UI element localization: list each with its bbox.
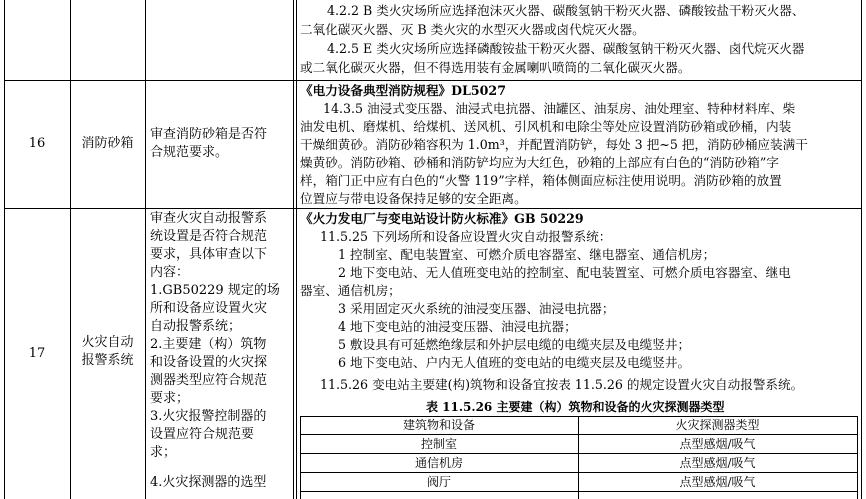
row17-check-line-3: 要求，具体审查以下 — [150, 247, 268, 262]
col-divider-2 — [145, 0, 146, 499]
row17-number: 17 — [28, 346, 46, 361]
row16-number: 16 — [28, 136, 46, 151]
row17-check-line-14: 求； — [150, 445, 177, 460]
row17-line-4: 器室、通信机房； — [300, 283, 401, 298]
row17-check-line-13: 设置应符合规范要 — [150, 427, 255, 442]
table-border-right — [861, 0, 862, 499]
col-divider-3 — [293, 0, 294, 499]
row-divider-16 — [4, 208, 862, 209]
detector-row-3-building: 阀厅 — [426, 475, 451, 489]
detector-row-1-type: 点型感烟/吸气 — [679, 437, 756, 451]
detector-row-3-type: 点型感烟/吸气 — [679, 475, 756, 489]
prev-line-4: 或二氧化碳灭火器，但不得选用装有金属喇叭喷筒的二氧化碳灭火器。 — [300, 60, 691, 75]
detector-row-2-building: 通信机房 — [414, 456, 463, 470]
row17-line-8: 6 地下变电站、户内无人值班的变电站的电缆夹层及电缆竖井。 — [338, 355, 691, 370]
row17-check-line-9: 和设备设置的火灾探 — [150, 355, 268, 370]
row17-check-line-7: 自动报警系统； — [150, 319, 242, 334]
row17-check-line-10: 测器类型应符合规范 — [150, 373, 268, 388]
row17-check-line-8: 2.主要建（构）筑物 — [150, 337, 267, 352]
row17-check-line-6: 所和设备应设置火灾 — [150, 301, 268, 316]
detector-row-2-type: 点型感烟/吸气 — [679, 456, 756, 470]
row16-line-6: 位置应与带电设备保持足够的安全距离。 — [300, 191, 527, 206]
row17-line-3: 2 地下变电站、无人值班变电站的控制室、配电装置室、可燃介质电容器室、继电 — [338, 265, 791, 280]
row17-line-7: 5 敷设具有可延燃绝缘层和外护层电缆的电缆夹层及电缆竖井； — [338, 337, 691, 352]
detector-header-type: 火灾探测器类型 — [675, 418, 760, 432]
row17-line-6: 4 地下变电站的油浸变压器、油浸电抗器； — [338, 319, 577, 334]
row16-line-5: 样，箱门正中应有白色的“火警 119”字样，箱体侧面应标注使用说明。消防砂箱的放置 — [300, 173, 782, 188]
col-divider-3b — [296, 0, 297, 499]
prev-line-3: 4.2.5 E 类火灾场所应选择磷酸铵盐干粉灭火器、碳酸氢钠干粉灭火器、卤代烷灭火器 — [327, 41, 805, 56]
row17-item-line-2: 报警系统 — [81, 353, 134, 368]
row16-item: 消防砂箱 — [81, 136, 134, 151]
row16-standard-title: 《电力设备典型消防规程》DL5027 — [300, 83, 506, 98]
row17-check-line-4: 内容： — [150, 265, 190, 280]
inner-table-row-4 — [300, 491, 858, 492]
row17-check-line-5: 1.GB50229 规定的场 — [150, 283, 280, 298]
row16-check-line-1: 审查消防砂箱是否符 — [150, 127, 268, 142]
row17-line-1: 11.5.25 下列场所和设备应设置火灾自动报警系统： — [320, 229, 612, 244]
row16-line-2: 油发电机、磨煤机、给煤机、送风机、引风机和电除尘等处应设置消防砂箱或砂桶，内装 — [300, 119, 792, 134]
row16-line-4: 燥黄砂。消防砂箱、砂桶和消防铲均应为大红色，砂箱的上部应有白色的“消防砂箱”字 — [300, 155, 779, 170]
inner-table-row-3 — [300, 472, 858, 473]
row16-check-line-2: 合规范要求。 — [150, 145, 229, 160]
inner-table-row-1 — [300, 434, 858, 435]
detector-row-1-building: 控制室 — [420, 437, 457, 451]
row17-check-line-1: 审查火灾自动报警系 — [150, 211, 268, 226]
table-border-left — [4, 0, 5, 499]
row17-check-line-15: 4.火灾探测器的选型 — [150, 475, 267, 490]
row17-line-5: 3 采用固定灭火系统的油浸变压器、油浸电抗器； — [338, 301, 615, 316]
inner-table-right — [857, 416, 858, 499]
row17-check-line-2: 统设置是否符合规范 — [150, 229, 268, 244]
col-divider-1 — [70, 0, 71, 499]
prev-line-2: 二氧化碳灭火器、灭 B 类火灾的水型灭火器或卤代烷灭火器。 — [300, 22, 645, 37]
row-divider-prev — [4, 80, 862, 81]
row17-standard-title: 《火力发电厂与变电站设计防火标准》GB 50229 — [300, 211, 584, 226]
row16-line-3: 干燥细黄砂。消防砂箱容积为 1.0m³，并配置消防铲，每处 3 把~5 把，消防砂桶应装满干 — [300, 137, 808, 152]
row17-line-2: 1 控制室、配电装置室、可燃介质电容器室、继电器室、通信机房； — [338, 247, 716, 262]
prev-line-1: 4.2.2 B 类火灾场所应选择泡沫灭火器、碳酸氢钠干粉灭火器、磷酸铵盐干粉灭火器、 — [327, 3, 805, 18]
row17-check-line-11: 要求； — [150, 391, 190, 406]
detector-table-caption: 表 11.5.26 主要建（构）筑物和设备的火灾探测器类型 — [426, 400, 725, 414]
row17-line-9: 11.5.26 变电站主要建(构)筑物和设备宜按表 11.5.26 的规定设置火灾自动报警系统。 — [320, 377, 804, 392]
row17-check-line-12: 3.火灾报警控制器的 — [150, 409, 267, 424]
detector-header-building: 建筑物和设备 — [402, 418, 475, 432]
row17-item-line-1: 火灾自动 — [81, 335, 134, 350]
row16-line-1: 14.3.5 油浸式变压器、油浸式电抗器、油罐区、油泵房、油处理室、特种材料库、柴 — [323, 101, 796, 116]
inner-table-row-2 — [300, 453, 858, 454]
